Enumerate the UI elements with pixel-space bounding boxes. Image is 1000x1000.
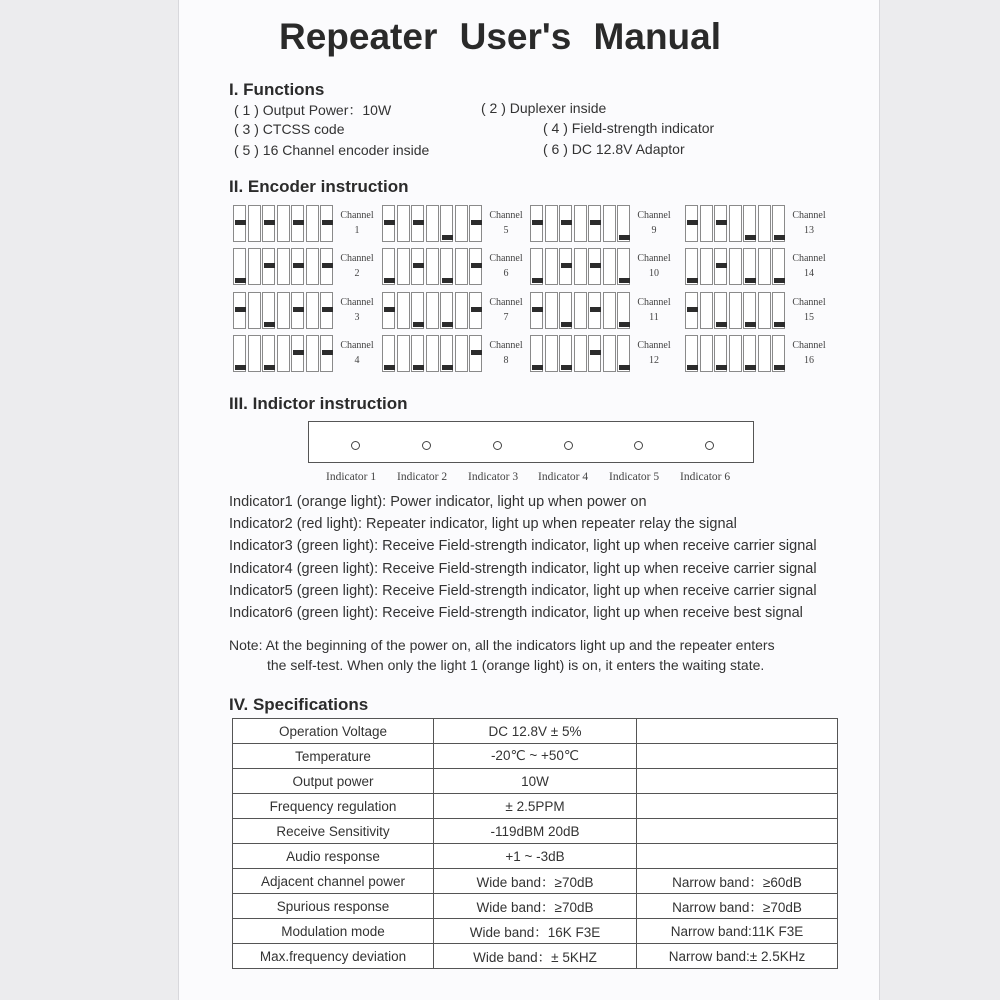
switch-blank-cell (426, 335, 439, 372)
dip-switch-knob (264, 220, 275, 225)
dip-switch-knob (561, 322, 572, 327)
switch-blank-cell (248, 335, 261, 372)
table-row (233, 794, 838, 819)
dip-switch-knob (471, 307, 482, 312)
dip-switch-knob (716, 263, 727, 268)
indicator-2-light (422, 441, 431, 450)
channel-word: Channel (637, 297, 671, 308)
switch-blank-cell (545, 205, 558, 242)
function-item-1: ( 1 ) Output Power：10W (234, 102, 392, 118)
dip-switch-knob (293, 307, 304, 312)
channel-number: 16 (804, 355, 814, 366)
indicator-2-label: Indicator 2 (397, 471, 448, 483)
dip-switch (262, 205, 275, 242)
spec-label: Temperature (233, 744, 434, 769)
dip-switch-knob (619, 278, 630, 283)
channel-word: Channel (637, 210, 671, 221)
spec-value-narrow (637, 719, 838, 744)
dip-switch (559, 335, 572, 372)
spec-value-narrow (637, 744, 838, 769)
switch-blank-cell (277, 248, 290, 285)
dip-switch (530, 248, 543, 285)
spec-label: Modulation mode (233, 919, 434, 944)
encoder-heading: II. Encoder instruction (229, 177, 409, 196)
spec-value-narrow: Narrow band:11K F3E (637, 919, 838, 944)
switch-blank-cell (545, 292, 558, 329)
channel-word: Channel (792, 210, 826, 221)
function-item-3: ( 3 ) CTCSS code (234, 121, 345, 137)
dip-switch (291, 335, 304, 372)
indicator-3-light (493, 441, 502, 450)
dip-switch (469, 248, 482, 285)
note-line-2: the self-test. When only the light 1 (orange light) is on, it enters the waiting state. (267, 657, 765, 673)
channel-label (787, 208, 831, 238)
switch-blank-cell (277, 335, 290, 372)
switch-blank-cell (603, 205, 616, 242)
switch-blank-cell (248, 292, 261, 329)
dip-switch-knob (774, 365, 785, 370)
switch-blank-cell (306, 292, 319, 329)
spec-value-narrow (637, 769, 838, 794)
dip-switch (559, 292, 572, 329)
spec-value-narrow: Narrow band：≥60dB (637, 869, 838, 894)
dip-switch (743, 205, 756, 242)
dip-switch (411, 205, 424, 242)
dip-switch-knob (413, 220, 424, 225)
switch-blank-cell (758, 335, 771, 372)
dip-switch (411, 335, 424, 372)
dip-switch-knob (293, 350, 304, 355)
channel-word: Channel (340, 340, 374, 351)
dip-switch (685, 335, 698, 372)
dip-switch (320, 335, 333, 372)
dip-switch (440, 205, 453, 242)
dip-switch-knob (384, 307, 395, 312)
switch-blank-cell (545, 248, 558, 285)
channel-label (787, 338, 831, 368)
dip-switch (617, 248, 630, 285)
indicator-1-light (351, 441, 360, 450)
indicator-5-label: Indicator 5 (609, 471, 660, 483)
dip-switch-knob (471, 263, 482, 268)
dip-switch (320, 205, 333, 242)
channel-number: 7 (503, 312, 509, 323)
spec-value: Wide band：16K F3E (434, 919, 637, 944)
dip-switch-knob (590, 263, 601, 268)
spec-value: 10W (434, 769, 637, 794)
channel-number: 14 (804, 268, 814, 279)
switch-blank-cell (700, 335, 713, 372)
dip-switch (588, 335, 601, 372)
switch-blank-cell (455, 292, 468, 329)
indicator-desc-2: Indicator2 (red light): Repeater indicator, light up when repeater relay the signal (229, 516, 737, 532)
dip-switch (685, 248, 698, 285)
switch-blank-cell (426, 205, 439, 242)
dip-switch (559, 205, 572, 242)
switch-blank-cell (455, 205, 468, 242)
dip-switch-knob (687, 220, 698, 225)
dip-switch-knob (413, 263, 424, 268)
dip-switch-knob (745, 322, 756, 327)
indicator-panel (308, 421, 754, 463)
switch-blank-cell (397, 248, 410, 285)
dip-switch (440, 248, 453, 285)
dip-switch-knob (745, 278, 756, 283)
switch-blank-cell (306, 248, 319, 285)
dip-switch-knob (532, 220, 543, 225)
channel-label (335, 208, 379, 238)
dip-switch (411, 248, 424, 285)
indicator-3-label: Indicator 3 (468, 471, 519, 483)
dip-switch-knob (687, 307, 698, 312)
channel-label (632, 251, 676, 281)
dip-switch (772, 205, 785, 242)
dip-switch-knob (322, 350, 333, 355)
spec-label: Adjacent channel power (233, 869, 434, 894)
switch-blank-cell (603, 292, 616, 329)
channel-number: 12 (649, 355, 659, 366)
dip-switch (440, 335, 453, 372)
spec-value-narrow: Narrow band：≥70dB (637, 894, 838, 919)
switch-blank-cell (603, 335, 616, 372)
dip-switch-knob (745, 365, 756, 370)
switch-blank-cell (306, 335, 319, 372)
channel-word: Channel (340, 210, 374, 221)
dip-switch-knob (384, 220, 395, 225)
spec-value: Wide band：≥70dB (434, 894, 637, 919)
function-item-5: ( 5 ) 16 Channel encoder inside (234, 142, 430, 158)
channel-label (787, 251, 831, 281)
channel-number: 11 (649, 312, 659, 323)
indicator-desc-4: Indicator4 (green light): Receive Field-strength indicator, light up when receive carrier signal (229, 561, 817, 577)
channel-word: Channel (489, 340, 523, 351)
dip-switch-knob (532, 307, 543, 312)
dip-switch (617, 205, 630, 242)
dip-switch-knob (687, 365, 698, 370)
dip-switch (530, 292, 543, 329)
spec-value-narrow (637, 819, 838, 844)
page-title: Repeater User's Manual (278, 16, 722, 57)
channel-label (335, 338, 379, 368)
dip-switch-knob (590, 307, 601, 312)
channel-number: 13 (804, 225, 814, 236)
spec-value: -20℃ ~ +50℃ (434, 744, 637, 769)
dip-switch (772, 335, 785, 372)
switch-blank-cell (397, 335, 410, 372)
spec-label: Audio response (233, 844, 434, 869)
channel-label (484, 295, 528, 325)
table-row (233, 894, 838, 919)
channel-label (632, 208, 676, 238)
spec-value: Wide band：≥70dB (434, 869, 637, 894)
functions-heading: I. Functions (229, 80, 325, 99)
dip-switch-knob (619, 322, 630, 327)
dip-switch-knob (264, 263, 275, 268)
dip-switch (469, 335, 482, 372)
spec-label: Receive Sensitivity (233, 819, 434, 844)
dip-switch (772, 248, 785, 285)
dip-switch-knob (590, 350, 601, 355)
dip-switch (469, 205, 482, 242)
dip-switch (617, 335, 630, 372)
channel-number: 10 (649, 268, 659, 279)
spec-value-narrow (637, 794, 838, 819)
switch-blank-cell (248, 248, 261, 285)
channel-label (632, 338, 676, 368)
dip-switch (233, 292, 246, 329)
spec-label: Frequency regulation (233, 794, 434, 819)
dip-switch (320, 248, 333, 285)
switch-blank-cell (758, 292, 771, 329)
dip-switch-knob (471, 350, 482, 355)
indicator-desc-1: Indicator1 (orange light): Power indicator, light up when power on (229, 494, 647, 510)
indicator-6-label: Indicator 6 (680, 471, 731, 483)
dip-switch-knob (442, 235, 453, 240)
dip-switch (291, 292, 304, 329)
switch-blank-cell (426, 248, 439, 285)
dip-switch-knob (264, 322, 275, 327)
spec-table (232, 718, 838, 969)
dip-switch (320, 292, 333, 329)
channel-number: 15 (804, 312, 814, 323)
channel-number: 6 (503, 268, 509, 279)
dip-switch (559, 248, 572, 285)
indicator-desc-3: Indicator3 (green light): Receive Field-strength indicator, light up when receive carrier signal (229, 538, 817, 554)
channel-label (484, 251, 528, 281)
table-row (233, 719, 838, 744)
indicator-desc-5: Indicator5 (green light): Receive Field-strength indicator, light up when receive carrier signal (229, 583, 817, 599)
dip-switch (382, 335, 395, 372)
dip-switch-knob (774, 235, 785, 240)
dip-switch (714, 205, 727, 242)
switch-blank-cell (574, 205, 587, 242)
dip-switch (469, 292, 482, 329)
switch-blank-cell (248, 205, 261, 242)
dip-switch-knob (235, 220, 246, 225)
dip-switch-knob (322, 307, 333, 312)
spec-value: ± 2.5PPM (434, 794, 637, 819)
dip-switch (743, 335, 756, 372)
dip-switch (411, 292, 424, 329)
dip-switch (588, 205, 601, 242)
switch-blank-cell (700, 292, 713, 329)
switch-blank-cell (455, 248, 468, 285)
dip-switch (530, 335, 543, 372)
spec-value-narrow: Narrow band:± 2.5KHz (637, 944, 838, 969)
indicator-5-light (634, 441, 643, 450)
indicator-desc-6: Indicator6 (green light): Receive Field-strength indicator, light up when receive best signal (229, 605, 803, 621)
channel-number: 5 (503, 225, 509, 236)
dip-switch (440, 292, 453, 329)
dip-switch-knob (561, 365, 572, 370)
channel-word: Channel (637, 253, 671, 264)
dip-switch-knob (322, 263, 333, 268)
dip-switch (262, 248, 275, 285)
channel-number: 8 (503, 355, 509, 366)
dip-switch (233, 205, 246, 242)
dip-switch-knob (384, 365, 395, 370)
dip-switch-knob (413, 365, 424, 370)
dip-switch (382, 205, 395, 242)
dip-switch-knob (716, 365, 727, 370)
dip-switch (685, 292, 698, 329)
channel-word: Channel (489, 253, 523, 264)
dip-switch (714, 248, 727, 285)
dip-switch (743, 248, 756, 285)
channel-label (335, 251, 379, 281)
switch-blank-cell (574, 335, 587, 372)
dip-switch (714, 292, 727, 329)
channel-word: Channel (340, 253, 374, 264)
dip-switch (588, 292, 601, 329)
dip-switch (233, 335, 246, 372)
channel-word: Channel (489, 297, 523, 308)
switch-blank-cell (426, 292, 439, 329)
switch-blank-cell (574, 248, 587, 285)
specs-heading: IV. Specifications (229, 695, 369, 714)
dip-switch (617, 292, 630, 329)
dip-switch-knob (235, 365, 246, 370)
dip-switch-knob (532, 365, 543, 370)
channel-label (787, 295, 831, 325)
dip-switch-knob (384, 278, 395, 283)
dip-switch-knob (471, 220, 482, 225)
dip-switch-knob (532, 278, 543, 283)
table-row (233, 819, 838, 844)
switch-blank-cell (729, 292, 742, 329)
dip-switch (233, 248, 246, 285)
dip-switch-knob (687, 278, 698, 283)
indicator-1-label: Indicator 1 (326, 471, 377, 483)
dip-switch (291, 205, 304, 242)
dip-switch-knob (619, 235, 630, 240)
table-row (233, 944, 838, 969)
dip-switch-knob (561, 220, 572, 225)
dip-switch (714, 335, 727, 372)
dip-switch-knob (716, 322, 727, 327)
dip-switch (743, 292, 756, 329)
dip-switch (382, 248, 395, 285)
dip-switch-knob (322, 220, 333, 225)
indicator-heading: III. Indictor instruction (229, 394, 408, 413)
dip-switch (382, 292, 395, 329)
table-row (233, 769, 838, 794)
dip-switch (291, 248, 304, 285)
table-row (233, 869, 838, 894)
dip-switch-knob (590, 220, 601, 225)
channel-word: Channel (489, 210, 523, 221)
switch-blank-cell (729, 248, 742, 285)
indicator-4-label: Indicator 4 (538, 471, 589, 483)
channel-label (484, 338, 528, 368)
spec-label: Max.frequency deviation (233, 944, 434, 969)
dip-switch-knob (745, 235, 756, 240)
function-item-4: ( 4 ) Field-strength indicator (543, 120, 715, 136)
channel-number: 3 (354, 312, 360, 323)
channel-label (335, 295, 379, 325)
dip-switch (262, 292, 275, 329)
spec-label: Output power (233, 769, 434, 794)
channel-label (484, 208, 528, 238)
switch-blank-cell (729, 205, 742, 242)
table-row (233, 844, 838, 869)
switch-blank-cell (397, 292, 410, 329)
spec-value: DC 12.8V ± 5% (434, 719, 637, 744)
function-item-2: ( 2 ) Duplexer inside (481, 100, 607, 116)
switch-blank-cell (603, 248, 616, 285)
dip-switch-knob (264, 365, 275, 370)
channel-number: 9 (651, 225, 657, 236)
channel-word: Channel (792, 297, 826, 308)
dip-switch (530, 205, 543, 242)
spec-value: Wide band：± 5KHZ (434, 944, 637, 969)
dip-switch (772, 292, 785, 329)
switch-blank-cell (545, 335, 558, 372)
indicator-4-light (564, 441, 573, 450)
dip-switch (262, 335, 275, 372)
switch-blank-cell (758, 248, 771, 285)
switch-blank-cell (277, 292, 290, 329)
switch-blank-cell (700, 205, 713, 242)
channel-word: Channel (792, 253, 826, 264)
dip-switch-knob (619, 365, 630, 370)
channel-number: 2 (354, 268, 360, 279)
switch-blank-cell (397, 205, 410, 242)
dip-switch-knob (442, 322, 453, 327)
spec-value: +1 ~ -3dB (434, 844, 637, 869)
dip-switch-knob (774, 322, 785, 327)
channel-number: 4 (354, 355, 360, 366)
dip-switch (588, 248, 601, 285)
switch-blank-cell (306, 205, 319, 242)
dip-switch-knob (413, 322, 424, 327)
spec-label: Operation Voltage (233, 719, 434, 744)
dip-switch-knob (235, 278, 246, 283)
function-item-6: ( 6 ) DC 12.8V Adaptor (543, 141, 685, 157)
spec-value: -119dBM 20dB (434, 819, 637, 844)
dip-switch-knob (442, 365, 453, 370)
channel-word: Channel (792, 340, 826, 351)
switch-blank-cell (758, 205, 771, 242)
dip-switch-knob (774, 278, 785, 283)
switch-blank-cell (574, 292, 587, 329)
dip-switch-knob (561, 263, 572, 268)
channel-word: Channel (637, 340, 671, 351)
switch-blank-cell (277, 205, 290, 242)
dip-switch-knob (293, 263, 304, 268)
indicator-6-light (705, 441, 714, 450)
table-row (233, 919, 838, 944)
spec-label: Spurious response (233, 894, 434, 919)
channel-number: 1 (354, 225, 360, 236)
dip-switch-knob (716, 220, 727, 225)
dip-switch-knob (293, 220, 304, 225)
table-row (233, 744, 838, 769)
note-line-1: Note: At the beginning of the power on, all the indicators light up and the repeater enters (229, 637, 775, 653)
dip-switch-knob (442, 278, 453, 283)
spec-value-narrow (637, 844, 838, 869)
dip-switch (685, 205, 698, 242)
switch-blank-cell (455, 335, 468, 372)
channel-word: Channel (340, 297, 374, 308)
switch-blank-cell (700, 248, 713, 285)
switch-blank-cell (729, 335, 742, 372)
channel-label (632, 295, 676, 325)
dip-switch-knob (235, 307, 246, 312)
